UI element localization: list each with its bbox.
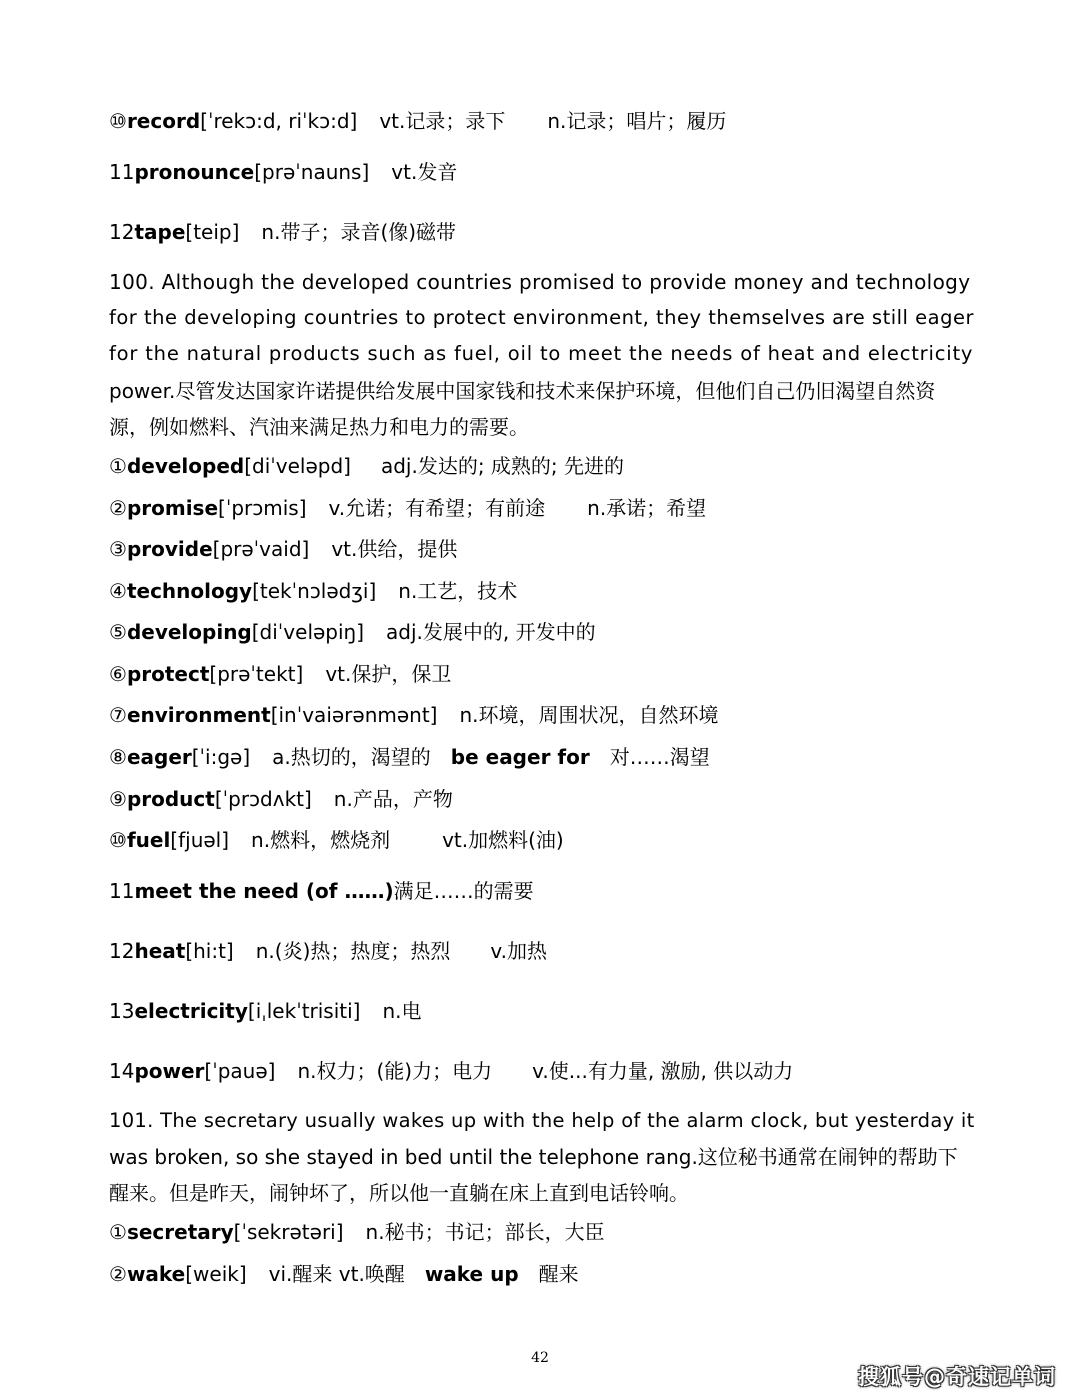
entry-number: 12 — [109, 939, 135, 963]
entry-phrase: wake up — [424, 1262, 519, 1286]
entry-phonetic: [prəˈnauns] — [254, 160, 370, 184]
entry-phonetic: [diˈveləpd] — [244, 454, 351, 478]
vocab-entry — [109, 535, 980, 563]
entry-phonetic: [iˌlekˈtrisiti] — [247, 999, 361, 1023]
entry-number: ⑤ — [109, 620, 127, 644]
sentence-line: 100. Although the developed countries promised to provide money and technology — [109, 270, 971, 294]
entry-definition: vt.供给，提供 — [331, 537, 458, 561]
entry-definition: n.燃料，燃烧剂 — [251, 828, 391, 852]
entry-definition: 满足……的需要 — [393, 879, 534, 903]
entry-phonetic: [diˈveləpiŋ] — [251, 620, 365, 644]
vocab-entry — [109, 826, 980, 854]
entry-phrase: be eager for — [450, 745, 590, 769]
entry-number: 11 — [109, 879, 135, 903]
entry-phonetic: [hi:t] — [185, 939, 234, 963]
entry-definition: a.热切的，渴望的 — [272, 745, 431, 769]
entry-number: ④ — [109, 579, 127, 603]
entry-phonetic: [weik] — [185, 1262, 247, 1286]
entry-word: power — [134, 1059, 205, 1083]
entry-number: ① — [109, 1220, 127, 1244]
entry-word: environment — [126, 703, 271, 727]
entry-number: ② — [109, 1262, 127, 1286]
entry-number: ⑥ — [109, 662, 127, 686]
entry-number: ① — [109, 454, 127, 478]
entry-definition: vi.醒来 vt.唤醒 — [268, 1262, 405, 1286]
entry-word: protect — [126, 662, 210, 686]
vocab-entry — [109, 158, 980, 186]
entry-word: promise — [126, 496, 219, 520]
vocab-entry — [109, 577, 980, 605]
entry-phonetic: [ˈi:gə] — [191, 745, 251, 769]
entry-number: ⑩ — [109, 109, 127, 133]
entry-definition: n.记录；唱片；履历 — [547, 109, 727, 133]
entry-number: 11 — [109, 160, 135, 184]
vocab-entry — [109, 743, 980, 771]
entry-definition: v.允诺；有希望；有前途 — [328, 496, 546, 520]
sentence-line: for the developing countries to protect environment, they themselves are still eager — [109, 306, 975, 329]
entry-phrase-definition: 对……渴望 — [609, 745, 710, 769]
entry-word: fuel — [126, 828, 171, 852]
entry-word: secretary — [126, 1220, 234, 1244]
vocab-entry — [109, 1057, 980, 1085]
entry-word: wake — [126, 1262, 186, 1286]
entry-word: tape — [134, 220, 186, 244]
entry-number: ③ — [109, 537, 127, 561]
vocab-entry — [109, 660, 980, 688]
sentence-line: power.尽管发达国家许诺提供给发展中国家钱和技术来保护环境，但他们自己仍旧渴望自然资 — [109, 379, 936, 403]
entry-phonetic: [inˈvaiərənmənt] — [270, 703, 438, 727]
entry-definition: adj.发展中的, 开发中的 — [386, 620, 596, 644]
entry-word: electricity — [134, 999, 248, 1023]
entry-definition: v.加热 — [490, 939, 548, 963]
sentence-line: for the natural products such as fuel, oil to meet the needs of heat and electricity — [109, 342, 974, 365]
entry-phonetic: [ˈprɔmis] — [218, 496, 307, 520]
vocab-entry — [109, 701, 980, 729]
vocab-entry — [109, 937, 980, 965]
sentence-line: was broken, so she stayed in bed until the telephone rang.这位秘书通常在闹钟的帮助下 — [109, 1145, 958, 1169]
sentence-line: 醒来。但是昨天，闹钟坏了，所以他一直躺在床上直到电话铃响。 — [109, 1181, 689, 1205]
entry-word: record — [126, 109, 201, 133]
entry-number: ⑩ — [109, 828, 127, 852]
entry-number: ⑧ — [109, 745, 127, 769]
entry-word: technology — [126, 579, 253, 603]
entry-number: 13 — [109, 999, 135, 1023]
entry-number: 14 — [109, 1059, 135, 1083]
entry-definition: n.权力；(能)力；电力 — [297, 1059, 493, 1083]
entry-definition: vt.加燃料(油) — [442, 828, 564, 852]
entry-definition: v.使...有力量, 激励, 供以动力 — [532, 1059, 794, 1083]
entry-definition: n.秘书；书记；部长，大臣 — [365, 1220, 605, 1244]
entry-phonetic: [ˈsekrətəri] — [233, 1220, 344, 1244]
entry-phonetic: [prəˈtekt] — [209, 662, 304, 686]
entry-phonetic: [ˈprɔdʌkt] — [214, 787, 312, 811]
entry-definition: n.承诺；希望 — [587, 496, 707, 520]
entry-phonetic: [tekˈnɔlədʒi] — [252, 579, 377, 603]
entry-definition: n.电 — [382, 999, 422, 1023]
entry-definition: vt.发音 — [391, 160, 458, 184]
entry-word: product — [126, 787, 215, 811]
entry-phonetic: [teip] — [185, 220, 240, 244]
entry-definition: n.工艺，技术 — [398, 579, 518, 603]
entry-phrase-definition: 醒来 — [538, 1262, 579, 1286]
entry-word: heat — [134, 939, 186, 963]
vocab-entry — [109, 494, 980, 522]
entry-word: eager — [126, 745, 192, 769]
entry-number: ② — [109, 496, 127, 520]
entry-number: 12 — [109, 220, 135, 244]
entry-phonetic: [ˈrekɔ:d, riˈkɔ:d] — [200, 109, 358, 133]
entry-word: provide — [126, 537, 213, 561]
entry-definition: vt.保护，保卫 — [325, 662, 452, 686]
entry-phonetic: [ˈpauə] — [204, 1059, 276, 1083]
entry-definition: adj.发达的; 成熟的; 先进的 — [380, 454, 625, 478]
sentence-line: 101. The secretary usually wakes up with the help of the alarm clock, but yesterday it — [109, 1109, 975, 1132]
vocab-entry — [109, 452, 980, 480]
sentence-line: 源，例如燃料、汽油来满足热力和电力的需要。 — [109, 415, 529, 439]
vocab-entry — [109, 1218, 980, 1246]
entry-phonetic: [fjuəl] — [170, 828, 230, 852]
vocab-entry — [109, 877, 980, 905]
vocab-entry — [109, 785, 980, 813]
entry-word: developing — [126, 620, 252, 644]
entry-definition: n.产品，产物 — [333, 787, 453, 811]
entry-definition: n.带子；录音(像)磁带 — [261, 220, 457, 244]
page-number: 42 — [531, 1350, 549, 1366]
vocab-entry — [109, 1260, 980, 1288]
entry-definition: n.环境，周围状况，自然环境 — [459, 703, 719, 727]
entry-phonetic: [prəˈvaid] — [212, 537, 310, 561]
entry-word: meet the need (of ……) — [134, 879, 394, 903]
entry-word: pronounce — [134, 160, 255, 184]
watermark: 搜狐号@奇速记单词 — [858, 1365, 1056, 1389]
vocab-entry — [109, 618, 980, 646]
vocab-entry — [109, 218, 980, 246]
vocab-entry — [109, 107, 980, 135]
entry-definition: n.(炎)热；热度；热烈 — [255, 939, 451, 963]
entry-number: ⑨ — [109, 787, 127, 811]
entry-word: developed — [126, 454, 245, 478]
entry-number: ⑦ — [109, 703, 127, 727]
entry-definition: vt.记录；录下 — [379, 109, 506, 133]
vocab-entry — [109, 997, 980, 1025]
